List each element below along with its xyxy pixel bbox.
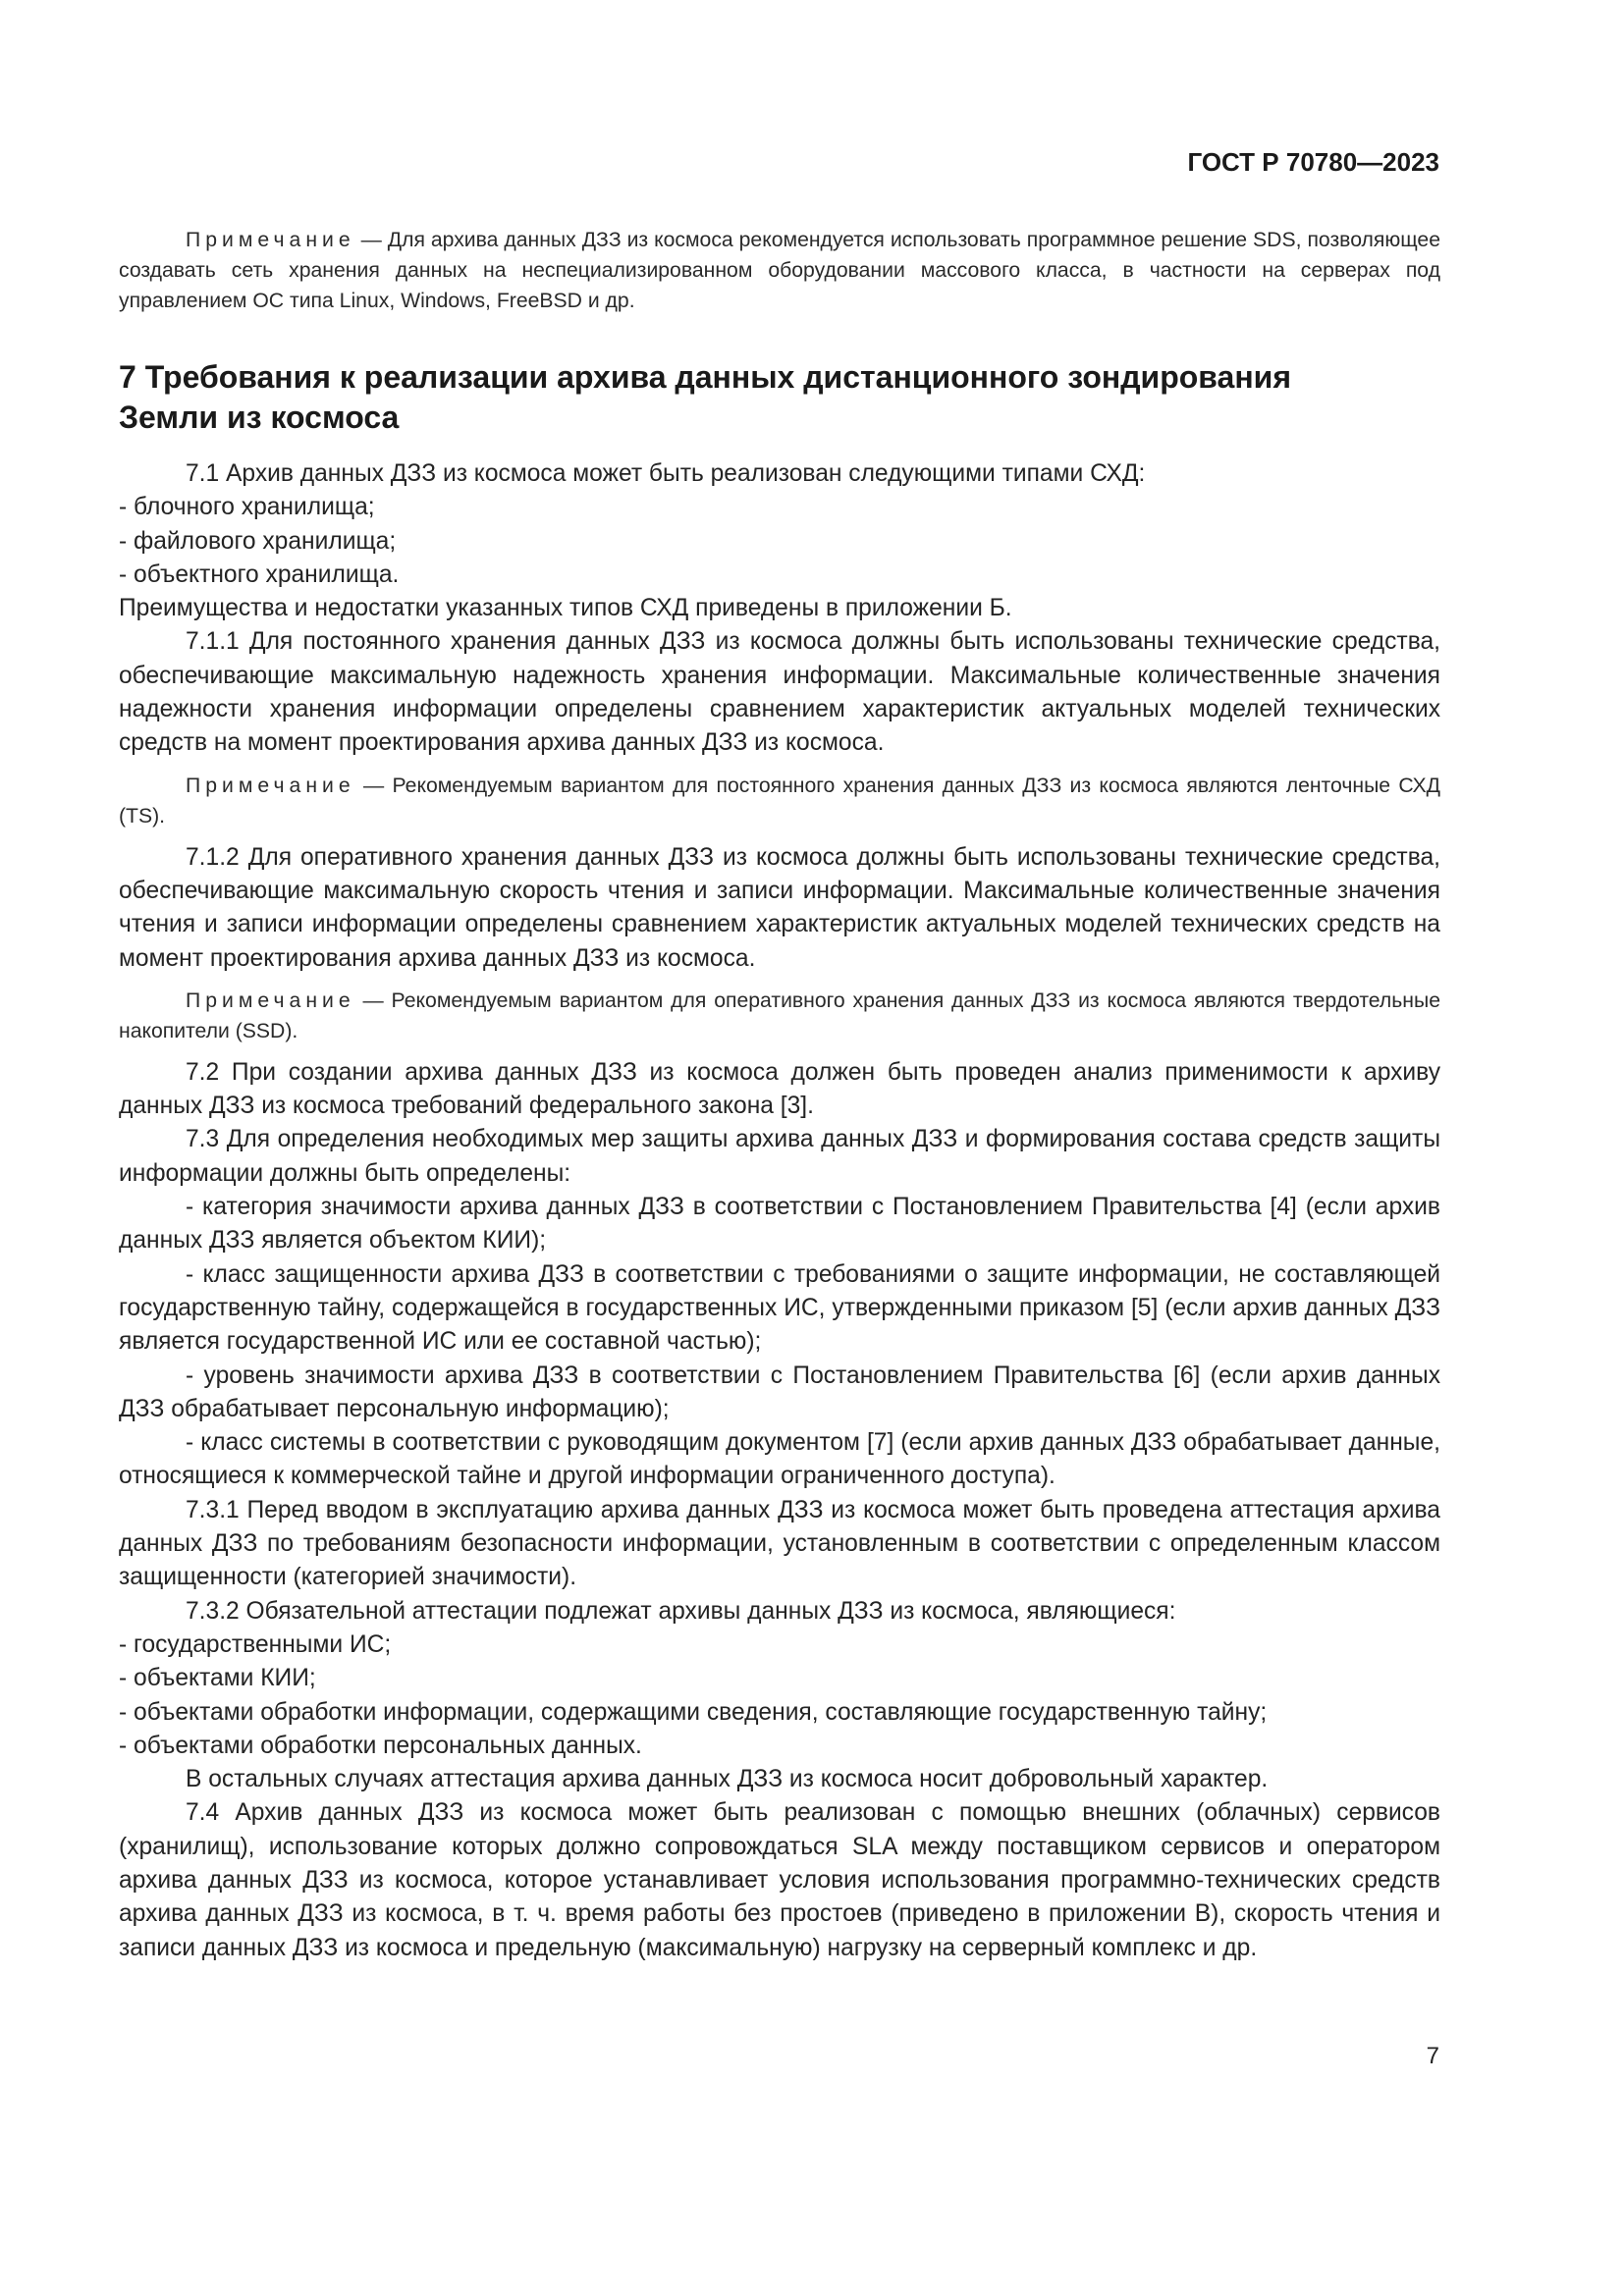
section-7-heading-line-1: 7 Требования к реализации архива данных дистанционного зондирования xyxy=(119,359,1291,395)
list-item: - блочного хранилища; xyxy=(119,494,375,521)
list-item: - файлового хранилища; xyxy=(119,527,397,555)
list-item: - уровень значимости архива ДЗЗ в соответствии с Постановлением Правительства [6] (если архив данных ДЗЗ обрабатывает персональную информацию); xyxy=(119,1362,1440,1422)
note-ssd xyxy=(119,986,1440,1046)
list-item: - класс защищенности архива ДЗЗ в соответствии с требованиями о защите информации, не составляющей государственную тайну, содержащейся в государственных ИС, утвержденными приказом [5] (если архив данных ДЗЗ является государственной ИС или ее составной частью); xyxy=(119,1260,1440,1356)
list-item: - категория значимости архива данных ДЗЗ в соответствии с Постановлением Правительства [4] (если архив данных ДЗЗ является объектом КИИ); xyxy=(119,1194,1440,1255)
paragraph-7-3: 7.3 Для определения необходимых мер защиты архива данных ДЗЗ и формирования состава средств защиты информации должны быть определены: xyxy=(119,1126,1440,1187)
section-7-heading-line-2: Земли из космоса xyxy=(119,400,400,435)
note-text: — Рекомендуемым вариантом для постоянного хранения данных ДЗЗ из космоса являются ленточные СХД (TS). xyxy=(119,774,1440,828)
list-item: - объектами обработки персональных данных. xyxy=(119,1732,642,1759)
section-7-body xyxy=(119,457,1440,1965)
list-item: - объектами обработки информации, содержащими сведения, составляющие государственную тайну; xyxy=(119,1698,1268,1726)
note-sds xyxy=(119,225,1440,316)
note-text: — Рекомендуемым вариантом для оперативного хранения данных ДЗЗ из космоса являются твердотельные накопители (SSD). xyxy=(119,988,1440,1042)
paragraph-7-1-1: 7.1.1 Для постоянного хранения данных ДЗЗ из космоса должны быть использованы технические средства, обеспечивающие максимальную надежность хранения информации. Максимальные количественные значения надежности хранения информации определены сравнением характеристик актуальных моделей технических средств на момент проектирования архива данных ДЗЗ из космоса. xyxy=(119,628,1440,757)
page-number: 7 xyxy=(1426,2043,1439,2069)
paragraph-7-1: 7.1 Архив данных ДЗЗ из космоса может быть реализован следующими типами СХД: xyxy=(186,460,1146,487)
paragraph-7-4: 7.4 Архив данных ДЗЗ из космоса может быть реализован с помощью внешних (облачных) сервисов (хранилищ), использование которых должно сопровождаться SLA между поставщиком сервисов и оператором архива данных ДЗЗ из космоса, которое устанавливает условия использования программно-технических средств архива данных ДЗЗ из космоса, в т. ч. время работы без простоев (приведено в приложении В), скорость чтения и записи данных ДЗЗ из космоса и предельную (максимальную) нагрузку на серверный комплекс и др. xyxy=(119,1799,1440,1961)
list-item: - класс системы в соответствии с руководящим документом [7] (если архив данных ДЗЗ обрабатывает данные, относящиеся к коммерческой тайне и другой информации ограниченного доступа). xyxy=(119,1429,1440,1490)
paragraph-7-1-note: Преимущества и недостатки указанных типов СХД приведены в приложении Б. xyxy=(119,595,1012,622)
list-item: - объектами КИИ; xyxy=(119,1665,316,1692)
list-item: - объектного хранилища. xyxy=(119,561,400,588)
paragraph-7-2: 7.2 При создании архива данных ДЗЗ из космоса должен быть проведен анализ применимости к архиву данных ДЗЗ из космоса требований федерального закона [3]. xyxy=(119,1058,1440,1120)
document-designation: ГОСТ Р 70780—2023 xyxy=(1187,147,1439,177)
paragraph-7-3-2-note: В остальных случаях аттестация архива данных ДЗЗ из космоса носит добровольный характер. xyxy=(186,1766,1269,1793)
page-content xyxy=(119,225,1440,1965)
paragraph-7-3-1: 7.3.1 Перед вводом в эксплуатацию архива данных ДЗЗ из космоса может быть проведена аттестация архива данных ДЗЗ по требованиям безопасности информации, установленным в соответствии с определенным классом защищенности (категорией значимости). xyxy=(119,1496,1440,1591)
note-text: — Для архива данных ДЗЗ из космоса рекомендуется использовать программное решение SDS, позволяющее создавать сеть хранения данных на неспециализированном оборудовании массового класса, в частности на серверах под управлением ОС типа Linux, Windows, FreeBSD и др. xyxy=(119,229,1440,312)
note-label: Примечание xyxy=(186,988,355,1012)
note-label: Примечание xyxy=(186,774,355,797)
section-7-heading xyxy=(119,357,1440,438)
note-label: Примечание xyxy=(186,229,355,251)
paragraph-7-1-2: 7.1.2 Для оперативного хранения данных ДЗЗ из космоса должны быть использованы технические средства, обеспечивающие максимальную скорость чтения и записи информации. Максимальные количественные значения чтения и записи информации определены сравнением характеристик актуальных моделей технических средств на момент проектирования архива данных ДЗЗ из космоса. xyxy=(119,843,1440,972)
paragraph-7-3-2: 7.3.2 Обязательной аттестации подлежат архивы данных ДЗЗ из космоса, являющиеся: xyxy=(186,1597,1176,1625)
note-ts xyxy=(119,771,1440,831)
list-item: - государственными ИС; xyxy=(119,1630,392,1658)
